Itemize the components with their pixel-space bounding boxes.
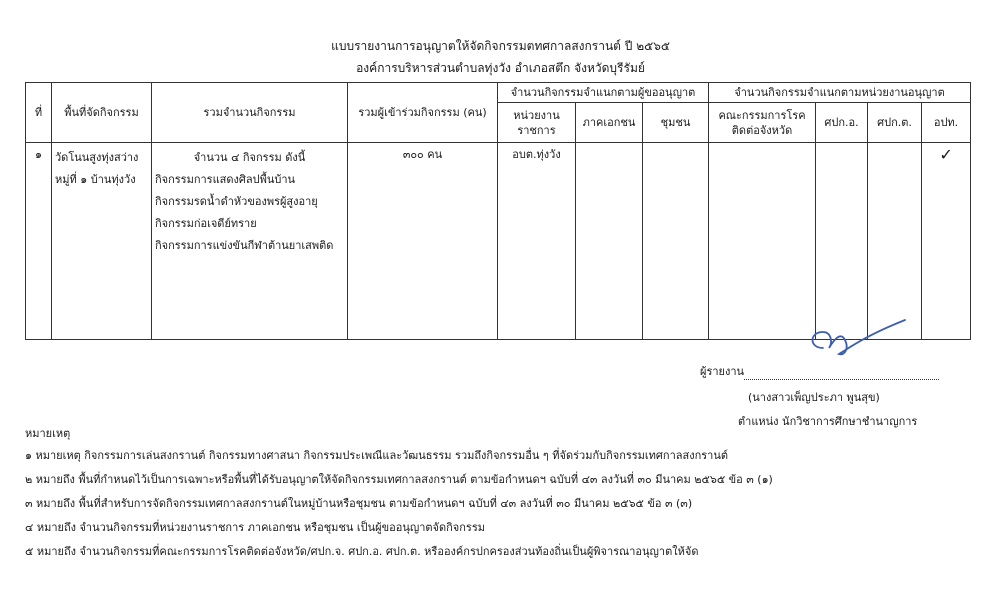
subheader-community: ชุมชน [643, 103, 709, 143]
report-table [25, 82, 971, 340]
signature-row [700, 362, 939, 380]
subheader-committee: คณะกรรมการโรคติดต่อจังหวัด [709, 103, 816, 143]
cell-opt-check: ✓ [922, 143, 971, 340]
report-title: แบบรายงานการอนุญาตให้จัดกิจกรรมตทศกาลสงกรานต์ ปี ๒๕๖๕ [331, 39, 670, 53]
activity-item: กิจกรรมก่อเจดีย์ทราย [155, 217, 257, 230]
header-no: ที่ [26, 83, 52, 143]
note-item: ๕ หมายถึง จำนวนกิจกรรมที่คณะกรรมการโรคติดต่อจังหวัด/ศปก.จ. ศปก.อ. ศปก.ต. หรือองค์กรปกครองส่วนท้องถิ่นเป็นผู้พิจารณาอนุญาตให้จัด [25, 545, 699, 558]
area-village: หมู่ที่ ๑ บ้านทุ่งวัง [55, 173, 136, 186]
area-place: วัดโนนสูงทุ่งสว่าง [55, 151, 139, 164]
header-total-activities: รวมจำนวนกิจกรรม [152, 83, 348, 143]
cell-spk-t [868, 143, 922, 340]
notes-section [25, 426, 985, 568]
header-group-agency: จำนวนกิจกรรมจำแนกตามหน่วยงานอนุญาต [709, 83, 971, 103]
notes-heading: หมายเหตุ [25, 427, 71, 440]
subheader-government: หน่วยงานราชการ [498, 103, 576, 143]
organization-line: องค์การบริหารส่วนตำบลทุ่งวัง อำเภอสตึก จังหวัดบุรีรัมย์ [356, 61, 645, 75]
signature-icon [805, 318, 915, 364]
activity-item: กิจกรรมการแสดงศิลปพื้นบ้าน [155, 173, 296, 186]
header-group-requester: จำนวนกิจกรรมจำแนกตามผู้ขออนุญาต [498, 83, 709, 103]
header-participants: รวมผู้เข้าร่วมกิจกรรม (คน) [348, 83, 498, 143]
activity-item: กิจกรรมรดน้ำดำหัวของพรผู้สูงอายุ [155, 195, 318, 208]
cell-government: อบต.ทุ่งวัง [498, 143, 576, 340]
reporter-label: ผู้รายงาน [700, 365, 745, 378]
subheader-private: ภาคเอกชน [576, 103, 643, 143]
subheader-opt: อปท. [922, 103, 971, 143]
table-header-row [26, 83, 971, 103]
note-item: ๑ หมายเหตุ กิจกรรมการเล่นสงกรานต์ กิจกรรมทางศาสนา กิจกรรมประเพณีและวัฒนธรรม รวมถึงกิจกรรมอื่น ๆ ที่จัดร่วมกับกิจกรรมเทศกาลสงกรานต์ [25, 449, 728, 462]
cell-activities [152, 143, 348, 340]
signature-line [744, 367, 939, 380]
reporter-position: ตำแหน่ง นักวิชาการศึกษาชำนาญการ [738, 415, 918, 428]
note-item: ๓ หมายถึง พื้นที่สำหรับการจัดกิจกรรมเทศกาลสงกรานต์ในหมู่บ้านหรือชุมชน ตามข้อกำหนดฯ ฉบับที่ ๔๓ ลงวันที่ ๓๐ มีนาคม ๒๕๖๕ ข้อ ๓ (๓) [25, 497, 693, 510]
cell-participants: ๓๐๐ คน [348, 143, 498, 340]
cell-committee [709, 143, 816, 340]
subheader-spk-a: ศปก.อ. [816, 103, 868, 143]
cell-spk-a [816, 143, 868, 340]
activity-item: กิจกรรมการแข่งขันกีฬาต้านยาเสพติด [155, 239, 334, 252]
cell-private [576, 143, 643, 340]
cell-no: ๑ [26, 143, 52, 340]
note-item: ๒ หมายถึง พื้นที่กำหนดไว้เป็นการเฉพาะหรือพื้นที่ได้รับอนุญาตให้จัดกิจกรรมเทศกาลสงกรานต์ ตามข้อกำหนดฯ ฉบับที่ ๔๓ ลงวันที่ ๓๐ มีนาคม ๒๕๖๕ ข้อ ๓ (๑) [25, 473, 773, 486]
reporter-name: (นางสาวเพ็ญประภา พูนสุข) [748, 391, 880, 404]
activity-count: จำนวน ๔ กิจกรรม ดังนี้ [193, 151, 306, 164]
note-item: ๔ หมายถึง จำนวนกิจกรรมที่หน่วยงานราชการ ภาคเอกชน หรือชุมชน เป็นผู้ขออนุญาตจัดกิจกรรม [25, 521, 485, 534]
cell-area [52, 143, 152, 340]
table-row [26, 143, 971, 340]
header-area: พื้นที่จัดกิจกรรม [52, 83, 152, 143]
cell-community [643, 143, 709, 340]
subheader-spk-t: ศปก.ต. [868, 103, 922, 143]
